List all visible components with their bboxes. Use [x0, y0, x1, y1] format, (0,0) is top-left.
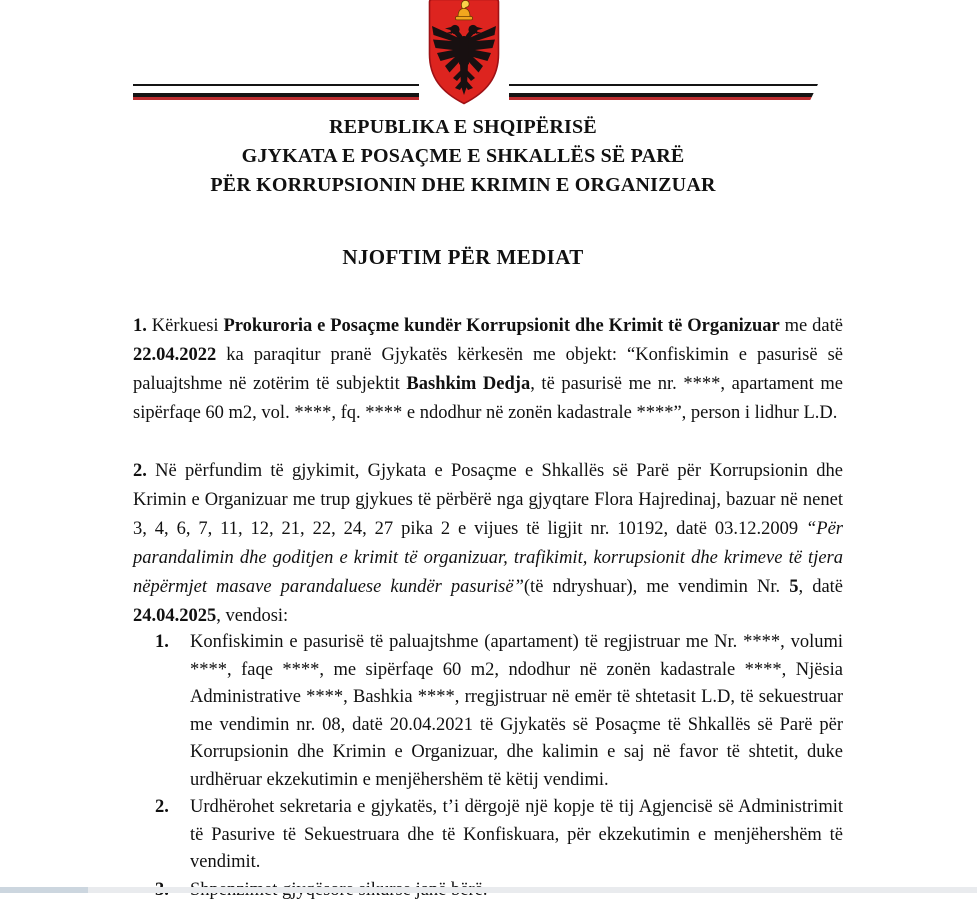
document-header: [133, 113, 793, 200]
albania-coat-of-arms-icon: [427, 0, 501, 106]
decorative-rule-left: [133, 84, 419, 100]
page-title: NJOFTIM PËR MEDIAT: [133, 243, 793, 272]
list-item-text: Urdhërohet sekretaria e gjykatës, t’i dërgojë një kopje të tij Agjencisë së Administrimit të Pasurive të Sekuestruara dhe të Konfiskuara, për ekzekutimin e menjëhershëm të vendimit.: [190, 797, 843, 872]
list-item-number: 1.: [155, 629, 169, 657]
rule-red-band: [133, 97, 419, 100]
list-item-text: Konfiskimin e pasurisë të paluajtshme (apartament) të regjistruar me Nr. ****, volumi ****, faqe ****, me sipërfaqe 60 m2, ndodhur në zonën kadastrale ****, Njësia Administrative ****, Bashkia ****, rregjistruar në emër të shtetasit L.D, të sekuestruar me vendimin nr. 08, datë 20.04.2021 të Gjykatës së Posaçme të Shkallës së Parë për Korrupsionin dhe Krimin e Organizuar, dhe kalimin e saj në favor të shtetit, duke urdhëruar ekzekutimin e menjëhershëm të këtij vendimi.: [190, 632, 843, 790]
window-bottom-corner: [0, 887, 88, 893]
rule-thin-line: [509, 84, 818, 86]
paragraph-decision: 2. Në përfundim të gjykimit, Gjykata e Posaçme e Shkallës së Parë për Korrupsionin dhe Krimin e Organizuar me trup gjykues të përbërë nga gjyqtare Flora Hajredinaj, bazuar në nenet 3, 4, 6, 7, 11, 12, 21, 22, 24, 27 pika 2 e vijues të ligjit nr. 10192, datë 03.12.2009 “Për parandalimin dhe goditjen e krimit të organizuar, trafikimit, korrupsionit dhe krimeve të tjera nëpërmjet masave parandaluese kundër pasurisë”(të ndryshuar), me vendimin Nr. 5, datë 24.04.2025, vendosi:: [133, 457, 843, 631]
header-line-court: GJYKATA E POSAÇME E SHKALLËS SË PARË: [133, 142, 793, 171]
rule-thin-line: [133, 84, 419, 86]
list-item-1: [133, 629, 843, 794]
window-bottom-edge: [0, 887, 977, 893]
list-item-number: 2.: [155, 794, 169, 822]
header-line-republic: REPUBLIKA E SHQIPËRISË: [133, 113, 793, 142]
paragraph-request: 1. Kërkuesi Prokuroria e Posaçme kundër Korrupsionit dhe Krimit të Organizuar me datë 22.04.2022 ka paraqitur pranë Gjykatës kërkesën me objekt: “Konfiskimin e pasurisë së paluajtshme në zotërim të subjektit Bashkim Dedja, të pasurisë me nr. ****, apartament me sipërfaqe 60 m2, vol. ****, fq. **** e ndodhur në zonën kadastrale ****”, person i lidhur L.D.: [133, 312, 843, 428]
decorative-rule-right: [509, 84, 818, 100]
rule-red-band: [509, 97, 818, 100]
header-line-jurisdiction: PËR KORRUPSIONIN DHE KRIMIN E ORGANIZUAR: [133, 171, 793, 200]
decision-list: [133, 629, 843, 904]
list-item-2: [133, 794, 843, 877]
